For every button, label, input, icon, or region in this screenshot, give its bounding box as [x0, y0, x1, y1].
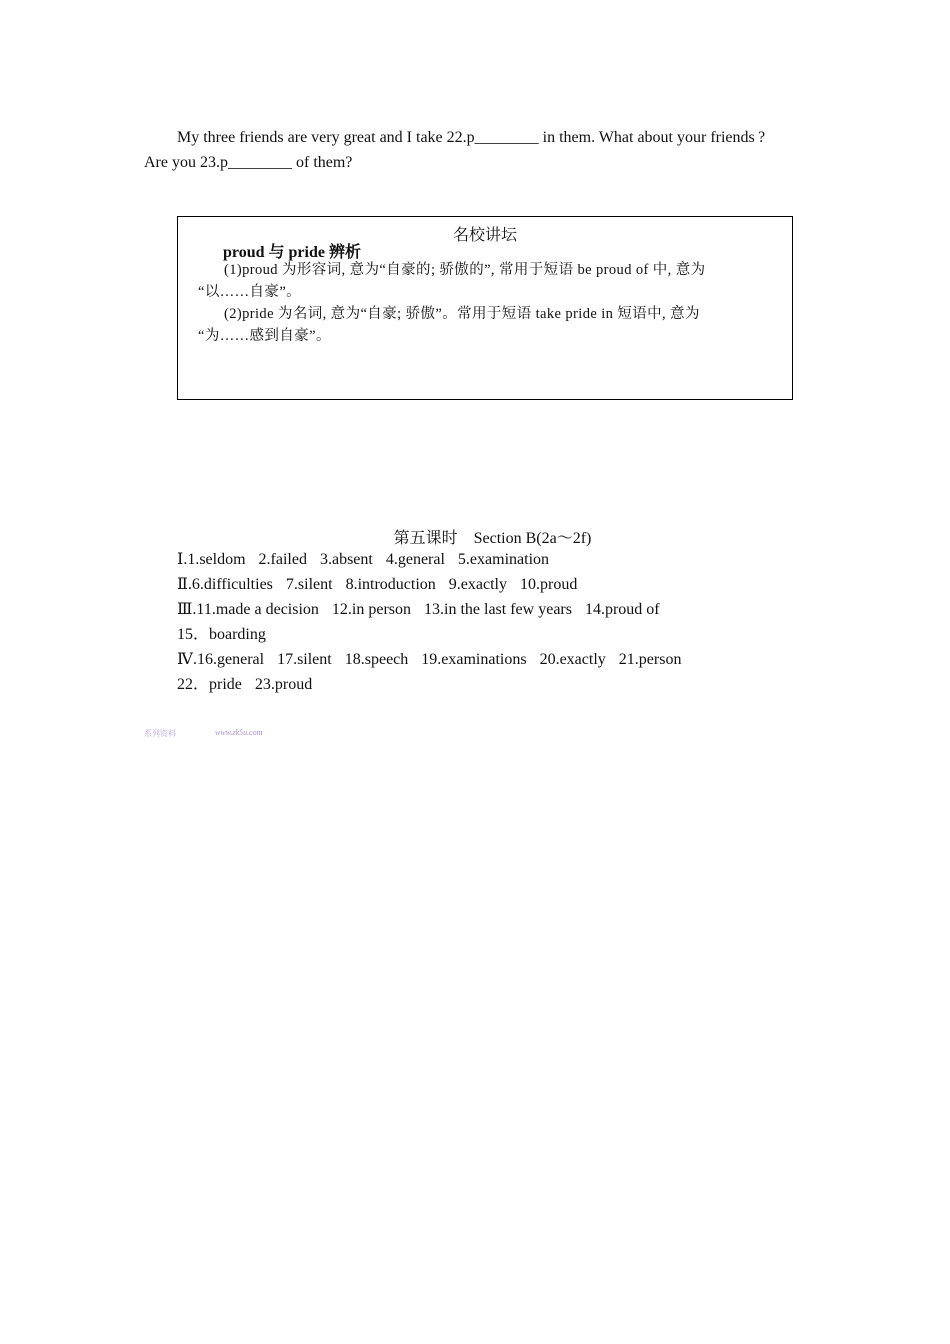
answer-row — [177, 675, 325, 695]
tip-item-2-line-1: (2)pride 为名词, 意为“自豪; 骄傲”。常用于短语 take pride in 短语中, 意为 — [224, 306, 700, 322]
answer-item: 5.examination — [457, 551, 550, 568]
tip-item-1-line-1: (1)proud 为形容词, 意为“自豪的; 骄傲的”, 常用于短语 be proud of 中, 意为 — [224, 262, 706, 278]
answer-item: 4.general — [385, 551, 445, 568]
answer-row — [177, 550, 562, 570]
answer-item: 15．boarding — [177, 626, 266, 643]
answer-item: 3.absent — [319, 551, 373, 568]
answer-item: 2.failed — [258, 551, 307, 568]
answer-item: 18.speech — [344, 651, 409, 668]
answer-item: 14.proud of — [584, 601, 660, 618]
answer-item: 22．pride — [177, 676, 242, 693]
answer-item: 12.in person — [331, 601, 412, 618]
answer-section-title: 第五课时 Section B(2a～2f) — [393, 530, 592, 547]
tip-box-heading: proud 与 pride 辨析 — [223, 244, 361, 261]
tip-item-2 — [198, 303, 780, 347]
answer-item: 17.silent — [277, 651, 332, 668]
answer-row — [177, 575, 590, 595]
tip-box — [177, 216, 793, 400]
tip-box-title: 名校讲坛 — [452, 225, 517, 244]
answer-item: 23.proud — [254, 676, 313, 693]
answer-item: Ⅳ.16.general — [177, 651, 265, 668]
answer-item: 19.examinations — [421, 651, 527, 668]
passage-paragraph — [144, 125, 804, 175]
answer-item: 21.person — [618, 651, 682, 668]
passage-line-1: My three friends are very great and I take 22.p________ in them. What about your friends ? — [177, 129, 766, 146]
tip-item-1 — [198, 259, 780, 303]
answer-item: 7.silent — [285, 576, 333, 593]
answer-item: 13.in the last few years — [424, 601, 572, 618]
footer-watermark-link[interactable]: www.zk5u.com — [215, 728, 263, 737]
answer-item: 9.exactly — [448, 576, 507, 593]
answer-item: 8.introduction — [345, 576, 436, 593]
answer-item: Ⅲ.11.made a decision — [177, 601, 319, 618]
footer-watermark-text: 系列资料 — [144, 729, 176, 738]
tip-item-1-line-2: “以……自豪”。 — [198, 284, 302, 300]
answer-item: Ⅱ.6.difficulties — [177, 576, 273, 593]
answer-row — [177, 600, 673, 620]
tip-item-2-line-2: “为……感到自豪”。 — [198, 328, 331, 344]
answer-row — [177, 625, 279, 645]
passage-line-2: Are you 23.p________ of them? — [144, 154, 353, 171]
answer-item: Ⅰ.1.seldom — [177, 551, 246, 568]
answer-item: 10.proud — [520, 576, 578, 593]
answer-item: 20.exactly — [539, 651, 606, 668]
answer-row — [177, 650, 694, 670]
